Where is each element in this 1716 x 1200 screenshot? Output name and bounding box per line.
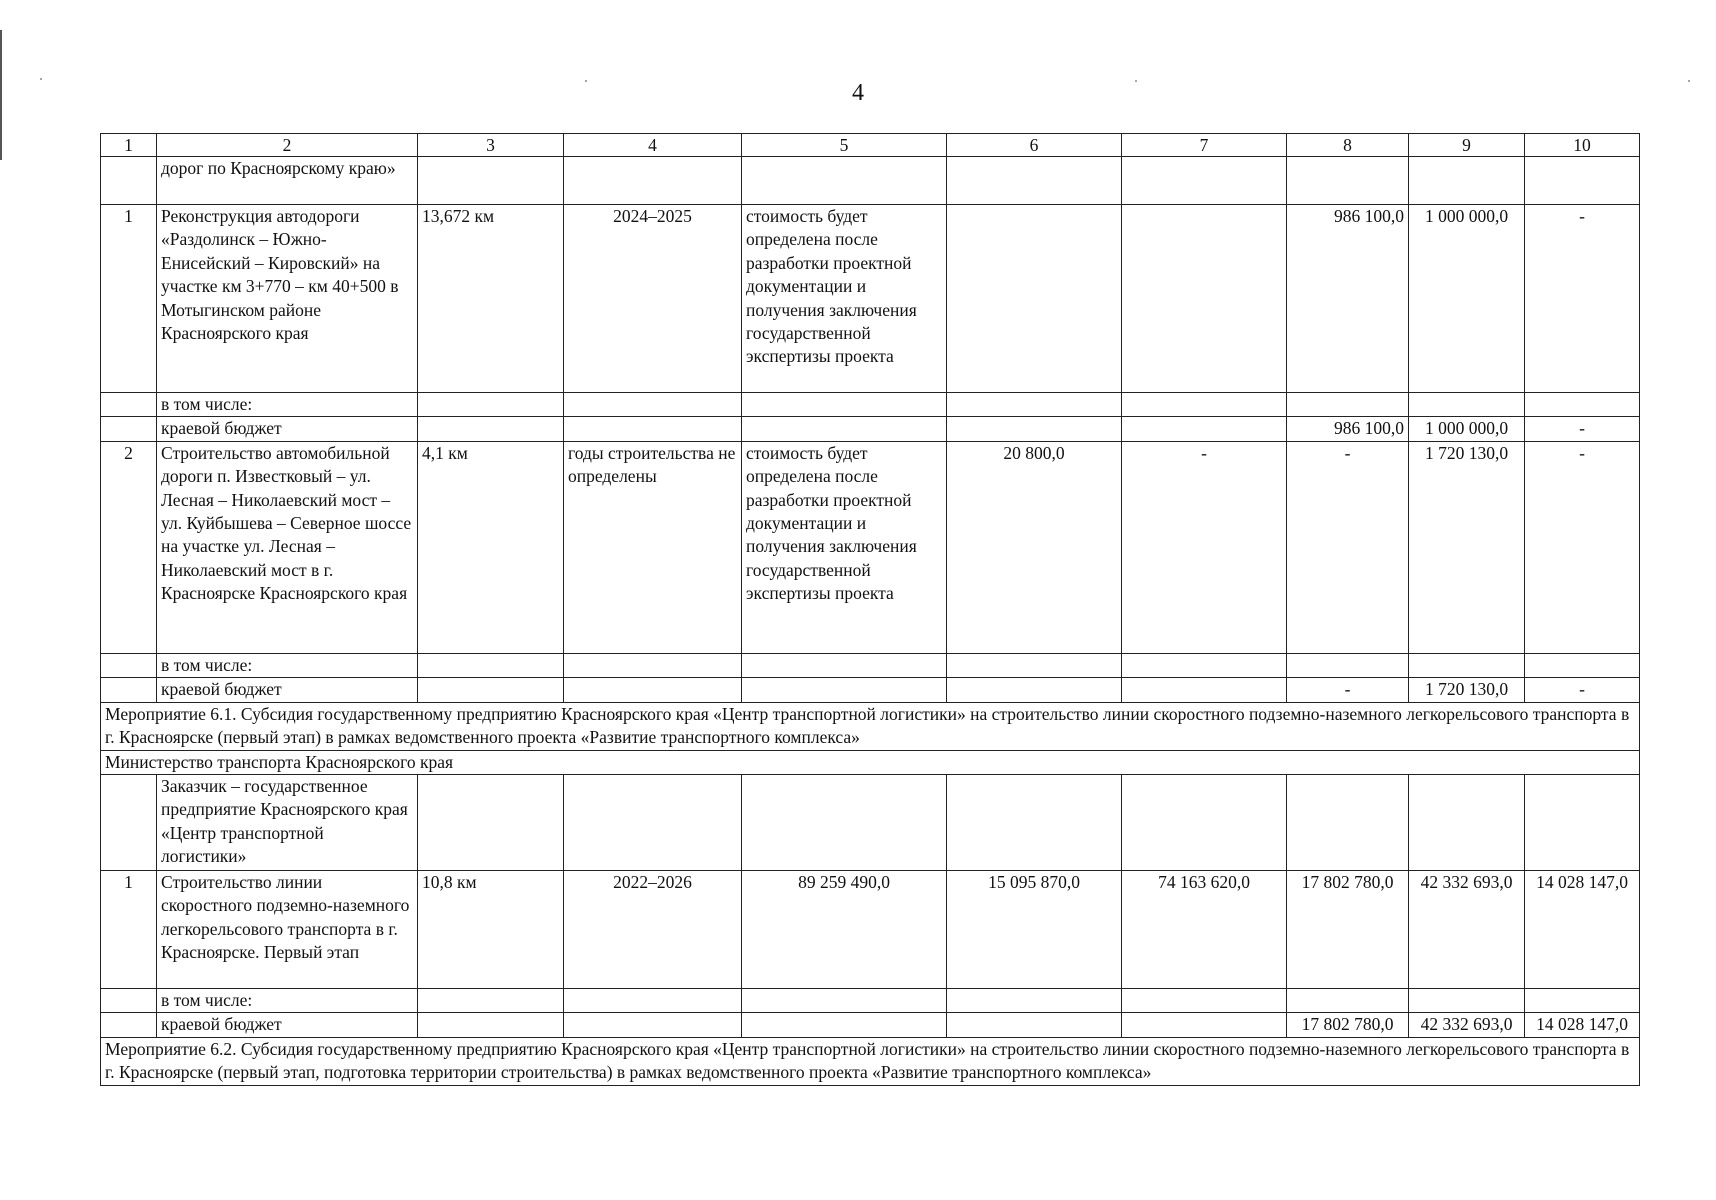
cell-col10: - bbox=[1525, 205, 1640, 393]
cell-col6: 20 800,0 bbox=[947, 441, 1122, 653]
object-name: Строительство автомобильной дороги п. Известковый – ул. Лесная – Николаевский мост – ул. Куйбышева – Северное шоссе на участке ул. Лесная – Николаевский мост в г. Красноярске Красноярского края bbox=[157, 441, 418, 653]
column-number-row bbox=[101, 134, 1640, 157]
table-row bbox=[101, 1037, 1640, 1085]
row-number: 2 bbox=[101, 441, 157, 653]
row-number: 1 bbox=[101, 205, 157, 393]
table-row bbox=[101, 157, 1640, 205]
cell-col8: - bbox=[1287, 441, 1409, 653]
table-row bbox=[101, 653, 1640, 677]
column-header: 1 bbox=[101, 134, 157, 157]
cell-col10: - bbox=[1525, 417, 1640, 441]
cell-col8: 986 100,0 bbox=[1287, 205, 1409, 393]
table-row bbox=[101, 678, 1640, 702]
cell-col8: 986 100,0 bbox=[1287, 417, 1409, 441]
table-row bbox=[101, 417, 1640, 441]
column-header: 10 bbox=[1525, 134, 1640, 157]
page-number: 4 bbox=[852, 80, 864, 106]
cell-col10: - bbox=[1525, 678, 1640, 702]
column-header: 4 bbox=[564, 134, 742, 157]
cell-col10: - bbox=[1525, 441, 1640, 653]
cell-col7 bbox=[1122, 205, 1287, 393]
column-header: 3 bbox=[418, 134, 564, 157]
measure-heading: Мероприятие 6.1. Субсидия государственному предприятию Красноярского края «Центр транспортной логистики» на строительство линии скоростного подземно-наземного легкорельсового транспорта в г. Красноярске (первый этап) в рамках ведомственного проекта «Развитие транспортного комплекса» bbox=[101, 702, 1640, 750]
customer-label: Заказчик – государственное предприятие Красноярского края «Центр транспортной логистики» bbox=[157, 775, 418, 871]
table-row bbox=[101, 775, 1640, 871]
cell-col9: 42 332 693,0 bbox=[1409, 1013, 1525, 1037]
budget-label: краевой бюджет bbox=[157, 417, 418, 441]
including-label: в том числе: bbox=[157, 653, 418, 677]
table-row bbox=[101, 441, 1640, 653]
object-length: 4,1 км bbox=[418, 441, 564, 653]
construction-period: годы строительства не определены bbox=[564, 441, 742, 653]
cell-col9: 42 332 693,0 bbox=[1409, 871, 1525, 989]
cell-col9: 1 000 000,0 bbox=[1409, 417, 1525, 441]
object-name: Строительство линии скоростного подземно-наземного легкорельсового транспорта в г. Красноярске. Первый этап bbox=[157, 871, 418, 989]
object-length: 13,672 км bbox=[418, 205, 564, 393]
table-row bbox=[101, 702, 1640, 750]
construction-period: 2022–2026 bbox=[564, 871, 742, 989]
object-length: 10,8 км bbox=[418, 871, 564, 989]
measure-heading: Мероприятие 6.2. Субсидия государственному предприятию Красноярского края «Центр транспортной логистики» на строительство линии скоростного подземно-наземного легкорельсового транспорта в г. Красноярске (первый этап, подготовка территории строительства) в рамках ведомственного проекта «Развитие транспортного комплекса» bbox=[101, 1037, 1640, 1085]
column-header: 2 bbox=[157, 134, 418, 157]
estimated-cost: стоимость будет определена после разработки проектной документации и получения заключения государственной экспертизы проекта bbox=[742, 441, 947, 653]
cell-col8: - bbox=[1287, 678, 1409, 702]
table-row bbox=[101, 750, 1640, 774]
estimated-cost: 89 259 490,0 bbox=[742, 871, 947, 989]
object-name: Реконструкция автодороги «Раздолинск – Южно-Енисейский – Кировский» на участке км 3+770 – км 40+500 в Мотыгинском районе Красноярского края bbox=[157, 205, 418, 393]
including-label: в том числе: bbox=[157, 989, 418, 1013]
table-row bbox=[101, 205, 1640, 393]
column-header: 9 bbox=[1409, 134, 1525, 157]
estimated-cost: стоимость будет определена после разработки проектной документации и получения заключения государственной экспертизы проекта bbox=[742, 205, 947, 393]
financing-table bbox=[100, 133, 1640, 1086]
table-row bbox=[101, 1013, 1640, 1037]
object-name: дорог по Красноярскому краю» bbox=[157, 157, 418, 205]
cell-col10: 14 028 147,0 bbox=[1525, 1013, 1640, 1037]
ministry-heading: Министерство транспорта Красноярского края bbox=[101, 750, 1640, 774]
cell-col10: 14 028 147,0 bbox=[1525, 871, 1640, 989]
cell-col7: 74 163 620,0 bbox=[1122, 871, 1287, 989]
cell-col9: 1 000 000,0 bbox=[1409, 205, 1525, 393]
column-header: 5 bbox=[742, 134, 947, 157]
cell-col9: 1 720 130,0 bbox=[1409, 678, 1525, 702]
column-header: 6 bbox=[947, 134, 1122, 157]
table-row bbox=[101, 871, 1640, 989]
column-header: 7 bbox=[1122, 134, 1287, 157]
table-row bbox=[101, 989, 1640, 1013]
budget-label: краевой бюджет bbox=[157, 678, 418, 702]
including-label: в том числе: bbox=[157, 393, 418, 417]
cell-col9: 1 720 130,0 bbox=[1409, 441, 1525, 653]
budget-label: краевой бюджет bbox=[157, 1013, 418, 1037]
table-row bbox=[101, 393, 1640, 417]
cell-col8: 17 802 780,0 bbox=[1287, 871, 1409, 989]
row-number: 1 bbox=[101, 871, 157, 989]
column-header: 8 bbox=[1287, 134, 1409, 157]
cell-col6: 15 095 870,0 bbox=[947, 871, 1122, 989]
construction-period: 2024–2025 bbox=[564, 205, 742, 393]
cell-col6 bbox=[947, 205, 1122, 393]
cell-col8: 17 802 780,0 bbox=[1287, 1013, 1409, 1037]
cell-col7: - bbox=[1122, 441, 1287, 653]
